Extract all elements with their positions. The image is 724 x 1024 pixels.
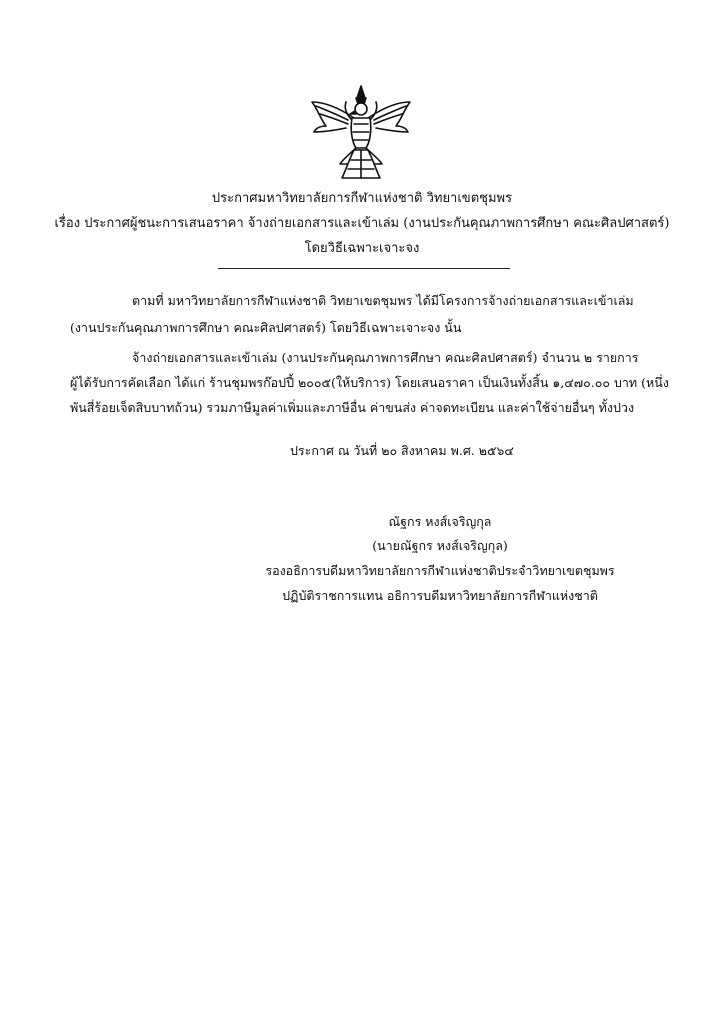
signatory-acting-for: ปฏิบัติราชการแทน อธิการบดีมหาวิทยาลัยการกีฬาแห่งชาติ [282, 588, 598, 603]
signatory-full-name: (นายณัฐกร หงส์เจริญกุล) [372, 538, 508, 553]
announcement-subject: เรื่อง ประกาศผู้ชนะการเสนอราคา จ้างถ่ายเอกสารและเข้าเล่ม (งานประกันคุณภาพการศึกษา คณะศิลปศาสตร์) [54, 216, 670, 231]
signatory-position: รองอธิการบดีมหาวิทยาลัยการกีฬาแห่งชาติประจำวิทยาเขตชุมพร [265, 563, 615, 578]
paragraph-1-line-2: (งานประกันคุณภาพการศึกษา คณะศิลปศาสตร์) โดยวิธีเฉพาะเจาะจง นั้น [70, 320, 462, 335]
signature-name: ณัฐกร หงส์เจริญกุล [388, 514, 492, 529]
procurement-method: โดยวิธีเฉพาะเจาะจง [304, 241, 420, 256]
divider [218, 268, 510, 269]
announcement-date: ประกาศ ณ วันที่ ๒๐ สิงหาคม พ.ศ. ๒๕๖๔ [290, 443, 514, 458]
announcement-title: ประกาศมหาวิทยาลัยการกีฬาแห่งชาติ วิทยาเขตชุมพร [211, 191, 513, 206]
paragraph-2-line-3: พันสี่ร้อยเจ็ดสิบบาทถ้วน) รวมภาษีมูลค่าเพิ่มและภาษีอื่น ค่าขนส่ง ค่าจดทะเบียน และค่าใช้จ่ายอื่นๆ ทั้งปวง [70, 400, 635, 415]
paragraph-2-line-2: ผู้ได้รับการคัดเลือก ได้แก่ ร้านชุมพรก๊อปปี้ ๒๐๐๕(ให้บริการ) โดยเสนอราคา เป็นเงินทั้งสิ้น ๑,๔๗๐.๐๐ บาท (หนึ่ง [70, 375, 669, 390]
garuda-emblem-icon [306, 84, 416, 182]
paragraph-1-line-1: ตามที่ มหาวิทยาลัยการกีฬาแห่งชาติ วิทยาเขตชุมพร ได้มีโครงการจ้างถ่ายเอกสารและเข้าเล่ม [132, 293, 634, 308]
paragraph-2-line-1: จ้างถ่ายเอกสารและเข้าเล่ม (งานประกันคุณภาพการศึกษา คณะศิลปศาสตร์) จำนวน ๒ รายการ [132, 350, 639, 365]
